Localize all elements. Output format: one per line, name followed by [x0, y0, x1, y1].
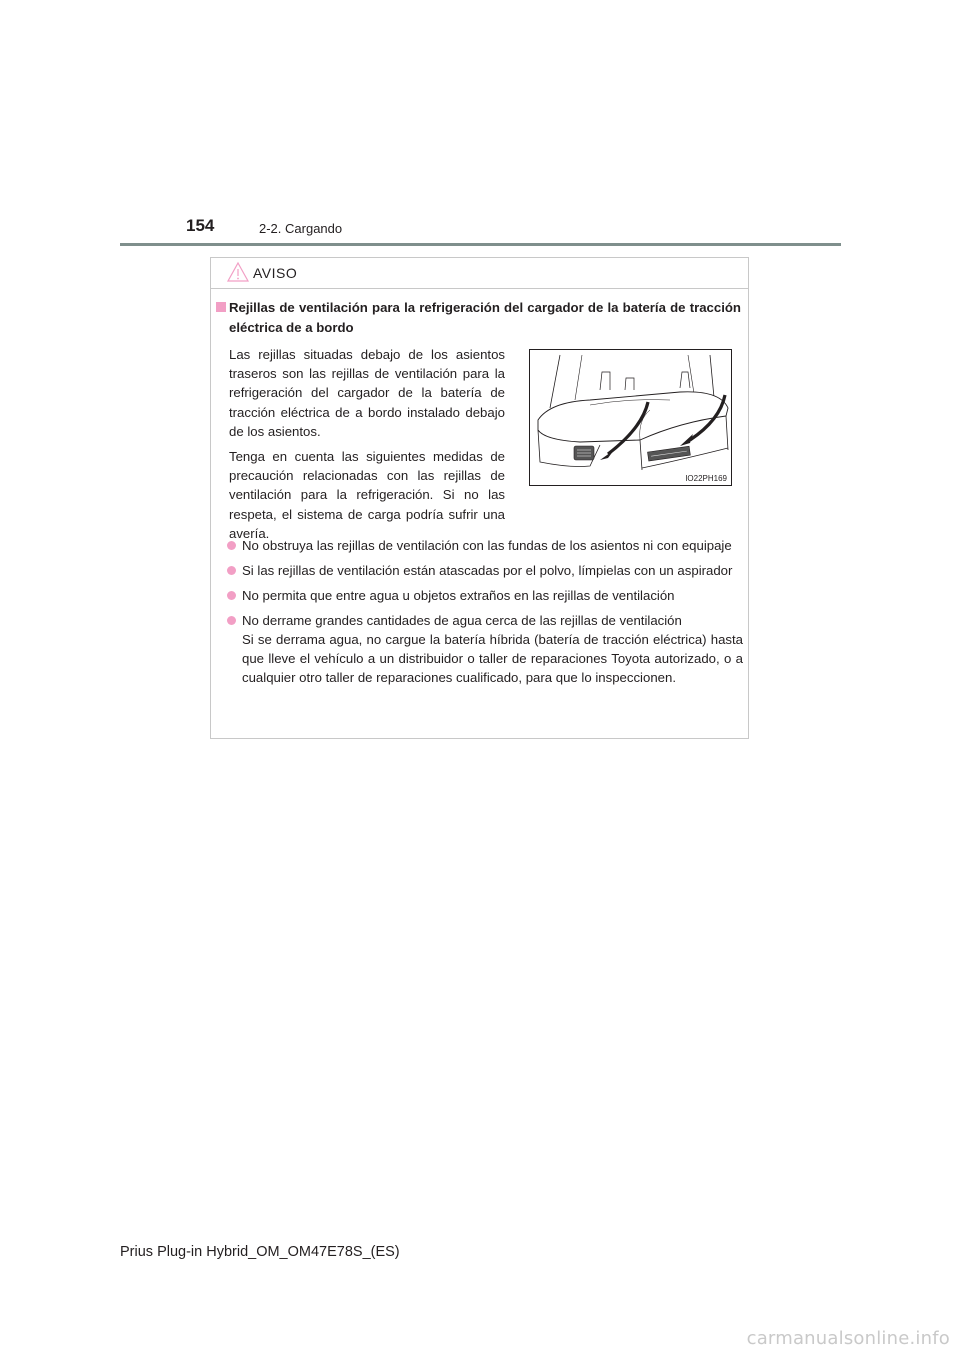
section-title: 2-2. Cargando [259, 221, 343, 236]
heading-marker [216, 302, 226, 312]
vent-grille-left [574, 446, 594, 460]
header-rule [120, 243, 841, 246]
bullet-dot [227, 616, 236, 625]
bullet-list [227, 536, 743, 693]
bullet-dot [227, 541, 236, 550]
list-item [227, 536, 743, 555]
list-item [227, 586, 743, 605]
warning-triangle-icon [226, 261, 250, 283]
footer-document-id: Prius Plug-in Hybrid_OM_OM47E78S_(ES) [120, 1244, 400, 1260]
page-number: 154 [186, 216, 215, 235]
intro-paragraph: Tenga en cuenta las siguientes medidas de precaución relacionadas con las rejillas de ventilación para la refrigeración. Si no las respeta, el sistema de carga podría sufrir una avería. [229, 449, 505, 541]
bullet-text: No permita que entre agua u objetos extraños en las rejillas de ventilación [242, 588, 675, 603]
list-item [227, 561, 743, 580]
watermark: carmanualsonline.info [746, 1328, 950, 1349]
bullet-dot [227, 591, 236, 600]
bullet-text: No derrame grandes cantidades de agua cerca de las rejillas de ventilación [242, 613, 682, 628]
notice-box [210, 257, 749, 739]
notice-header [211, 258, 748, 289]
bullet-text: No obstruya las rejillas de ventilación con las fundas de los asientos ni con equipaje [242, 538, 732, 553]
figure-code: IO22PH169 [685, 474, 727, 483]
bullet-subtext: Si se derrama agua, no cargue la batería híbrida (batería de tracción eléctrica) hasta que lleve el vehículo a un distribuidor o taller de reparaciones Toyota autorizado, o a cualquier otro taller de reparaciones cualificado, para que lo inspeccionen. [242, 632, 743, 685]
notice-heading [216, 298, 741, 338]
bullet-dot [227, 566, 236, 575]
notice-title: AVISO [253, 265, 298, 281]
intro-paragraph: Las rejillas situadas debajo de los asientos traseros son las rejillas de ventilación para la refrigeración del cargador de la batería de tracción eléctrica de a bordo instalado debajo de los asientos. [229, 347, 505, 439]
rear-seat-drawing [530, 350, 732, 486]
bullet-text: Si las rejillas de ventilación están atascadas por el polvo, límpielas con un aspirador [242, 563, 733, 578]
heading-text: Rejillas de ventilación para la refrigeración del cargador de la batería de tracción eléctrica de a bordo [229, 300, 741, 335]
list-item [227, 611, 743, 687]
intro-text [229, 345, 505, 549]
seat-vent-illustration [529, 349, 732, 486]
